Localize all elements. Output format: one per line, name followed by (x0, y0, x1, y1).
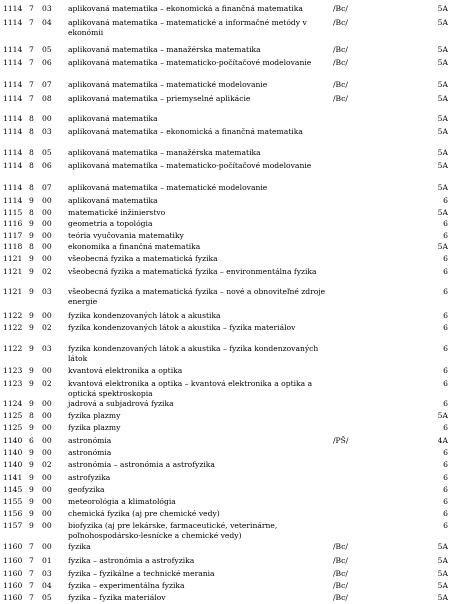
category-code: 6 (443, 460, 448, 469)
code-part-2: 9 (29, 473, 34, 482)
code-part-3: 00 (42, 208, 52, 217)
program-name: fyzika – fyzika materiálov (68, 593, 166, 602)
code-part-3: 03 (42, 344, 52, 353)
category-code: 5A (437, 581, 448, 590)
program-name: aplikovaná matematika – matematicko-počítačové modelovanie (68, 161, 312, 170)
category-code: 5A (437, 58, 448, 67)
program-name: aplikovaná matematika – matematické a informačné metódy v ekonómii (68, 18, 307, 37)
program-name: geofyzika (68, 485, 105, 494)
program-name: aplikovaná matematika – priemyselné aplikácie (68, 94, 251, 103)
code-part-3: 02 (42, 460, 52, 469)
code-part-2: 7 (29, 569, 34, 578)
program-name: fyzika – experimentálna fyzika (68, 581, 185, 590)
category-code: 6 (443, 497, 448, 506)
code-part-3: 00 (42, 196, 52, 205)
category-code: 6 (443, 521, 448, 530)
code-part-3: 02 (42, 379, 52, 388)
category-code: 5A (437, 183, 448, 192)
code-part-1: 1114 (3, 161, 23, 170)
program-name: fyzika kondenzovaných látok a akustika – fyzika materiálov (68, 323, 296, 332)
code-part-3: 07 (42, 183, 52, 192)
code-part-2: 9 (29, 311, 34, 320)
code-part-3: 00 (42, 114, 52, 123)
code-part-1: 1140 (3, 460, 23, 469)
code-part-2: 8 (29, 411, 34, 420)
degree-label: /Bc/ (333, 593, 348, 602)
program-name: astronómia (68, 436, 112, 445)
code-part-1: 1155 (3, 497, 23, 506)
code-part-3: 00 (42, 521, 52, 530)
code-part-1: 1160 (3, 569, 23, 578)
code-part-3: 00 (42, 399, 52, 408)
program-name: všeobecná fyzika a matematická fyzika – environmentálna fyzika (68, 267, 317, 276)
code-part-1: 1124 (3, 399, 23, 408)
degree-label: /Bc/ (333, 45, 348, 54)
category-code: 6 (443, 448, 448, 457)
code-part-1: 1114 (3, 80, 23, 89)
degree-label: /Bc/ (333, 18, 348, 27)
category-code: 6 (443, 267, 448, 276)
code-part-1: 1160 (3, 581, 23, 590)
code-part-2: 9 (29, 448, 34, 457)
code-part-2: 9 (29, 423, 34, 432)
code-part-2: 9 (29, 379, 34, 388)
degree-label: /PŠ/ (333, 436, 349, 445)
code-part-3: 00 (42, 423, 52, 432)
program-name: aplikovaná matematika – ekonomická a finančná matematika (68, 127, 303, 136)
code-part-1: 1122 (3, 323, 23, 332)
code-part-2: 9 (29, 287, 34, 296)
category-code: 5A (437, 18, 448, 27)
code-part-2: 9 (29, 485, 34, 494)
category-code: 5A (437, 4, 448, 13)
category-code: 6 (443, 473, 448, 482)
code-part-2: 7 (29, 45, 34, 54)
code-part-2: 9 (29, 196, 34, 205)
category-code: 5A (437, 542, 448, 551)
code-part-2: 7 (29, 593, 34, 602)
code-part-2: 9 (29, 254, 34, 263)
code-part-1: 1140 (3, 436, 23, 445)
program-name: všeobecná fyzika a matematická fyzika (68, 254, 218, 263)
program-name: aplikovaná matematika – matematické modelovanie (68, 183, 268, 192)
code-part-2: 8 (29, 242, 34, 251)
code-part-1: 1114 (3, 18, 23, 27)
code-part-1: 1114 (3, 114, 23, 123)
degree-label: /Bc/ (333, 4, 348, 13)
code-part-3: 01 (42, 556, 52, 565)
code-part-2: 9 (29, 509, 34, 518)
code-part-3: 07 (42, 80, 52, 89)
program-name: fyzika kondenzovaných látok a akustika – fyzika kondenzovaných látok (68, 344, 319, 363)
program-name: fyzika (68, 542, 91, 551)
code-part-1: 1114 (3, 183, 23, 192)
category-code: 6 (443, 509, 448, 518)
category-code: 5A (437, 569, 448, 578)
program-name: aplikovaná matematika (68, 114, 158, 123)
code-part-3: 00 (42, 411, 52, 420)
code-part-3: 08 (42, 94, 52, 103)
program-name: astronómia (68, 448, 112, 457)
program-name: aplikovaná matematika – manažérska matematika (68, 148, 261, 157)
code-part-3: 00 (42, 219, 52, 228)
category-code: 5A (437, 208, 448, 217)
code-part-3: 00 (42, 366, 52, 375)
code-part-2: 9 (29, 399, 34, 408)
code-part-2: 7 (29, 556, 34, 565)
code-part-3: 00 (42, 485, 52, 494)
code-part-1: 1117 (3, 231, 23, 240)
code-part-1: 1114 (3, 58, 23, 67)
category-code: 5A (437, 80, 448, 89)
code-part-1: 1125 (3, 423, 23, 432)
code-part-2: 7 (29, 80, 34, 89)
program-name: aplikovaná matematika (68, 196, 158, 205)
code-part-2: 9 (29, 344, 34, 353)
code-part-3: 00 (42, 242, 52, 251)
program-name: jadrová a subjadrová fyzika (68, 399, 174, 408)
code-part-3: 00 (42, 542, 52, 551)
code-part-2: 9 (29, 267, 34, 276)
category-code: 6 (443, 344, 448, 353)
code-part-1: 1114 (3, 4, 23, 13)
code-part-1: 1115 (3, 208, 23, 217)
code-part-3: 00 (42, 473, 52, 482)
code-part-1: 1160 (3, 542, 23, 551)
category-code: 5A (437, 45, 448, 54)
category-code: 6 (443, 231, 448, 240)
code-part-1: 1114 (3, 127, 23, 136)
code-part-2: 6 (29, 436, 34, 445)
program-name: ekonomika a finančná matematika (68, 242, 201, 251)
program-name: geometria a topológia (68, 219, 153, 228)
code-part-1: 1125 (3, 411, 23, 420)
code-part-1: 1123 (3, 366, 23, 375)
code-part-3: 00 (42, 231, 52, 240)
code-part-3: 03 (42, 127, 52, 136)
category-code: 5A (437, 411, 448, 420)
program-name: fyzika – astronómia a astrofyzika (68, 556, 195, 565)
code-part-2: 8 (29, 114, 34, 123)
code-part-1: 1140 (3, 448, 23, 457)
code-part-1: 1114 (3, 196, 23, 205)
code-part-1: 1157 (3, 521, 23, 530)
program-name: fyzika – fyzikálne a technické merania (68, 569, 215, 578)
category-code: 6 (443, 366, 448, 375)
code-part-2: 7 (29, 94, 34, 103)
program-name: aplikovaná matematika – manažérska matematika (68, 45, 261, 54)
code-part-3: 00 (42, 497, 52, 506)
code-part-2: 7 (29, 4, 34, 13)
code-part-1: 1122 (3, 311, 23, 320)
program-name: aplikovaná matematika – matematické modelovanie (68, 80, 268, 89)
code-part-3: 00 (42, 254, 52, 263)
code-part-2: 8 (29, 148, 34, 157)
category-code: 6 (443, 287, 448, 296)
category-code: 5A (437, 556, 448, 565)
code-part-3: 02 (42, 267, 52, 276)
code-part-1: 1116 (3, 219, 23, 228)
category-code: 6 (443, 323, 448, 332)
code-part-1: 1114 (3, 94, 23, 103)
code-part-2: 7 (29, 58, 34, 67)
category-code: 5A (437, 593, 448, 602)
code-part-3: 00 (42, 448, 52, 457)
program-name: chemická fyzika (aj pre chemické vedy) (68, 509, 220, 518)
category-code: 5A (437, 94, 448, 103)
code-part-2: 8 (29, 208, 34, 217)
code-part-3: 00 (42, 436, 52, 445)
code-part-2: 9 (29, 460, 34, 469)
program-name: fyzika plazmy (68, 411, 121, 420)
category-code: 6 (443, 485, 448, 494)
code-part-1: 1121 (3, 267, 23, 276)
category-code: 5A (437, 161, 448, 170)
code-part-3: 05 (42, 593, 52, 602)
code-part-3: 04 (42, 18, 52, 27)
code-part-2: 8 (29, 183, 34, 192)
category-code: 4A (437, 436, 448, 445)
code-part-1: 1141 (3, 473, 23, 482)
code-part-1: 1156 (3, 509, 23, 518)
code-part-2: 9 (29, 497, 34, 506)
program-name: aplikovaná matematika – matematicko-počítačové modelovanie (68, 58, 312, 67)
code-part-1: 1118 (3, 242, 23, 251)
code-part-1: 1123 (3, 379, 23, 388)
code-part-3: 00 (42, 311, 52, 320)
program-name: matematické inžinierstvo (68, 208, 166, 217)
degree-label: /Bc/ (333, 556, 348, 565)
degree-label: /Bc/ (333, 94, 348, 103)
code-part-2: 9 (29, 366, 34, 375)
program-name: astronómia – astronómia a astrofyzika (68, 460, 215, 469)
program-name: astrofyzika (68, 473, 111, 482)
code-part-3: 03 (42, 569, 52, 578)
program-name: aplikovaná matematika – ekonomická a finančná matematika (68, 4, 303, 13)
category-code: 5A (437, 148, 448, 157)
code-part-3: 00 (42, 509, 52, 518)
category-code: 6 (443, 254, 448, 263)
code-part-1: 1160 (3, 593, 23, 602)
code-part-2: 9 (29, 231, 34, 240)
category-code: 6 (443, 399, 448, 408)
code-part-2: 9 (29, 323, 34, 332)
degree-label: /Bc/ (333, 542, 348, 551)
code-part-1: 1114 (3, 148, 23, 157)
code-part-3: 05 (42, 45, 52, 54)
program-name: fyzika kondenzovaných látok a akustika (68, 311, 221, 320)
program-name: teória vyučovania matematiky (68, 231, 184, 240)
category-code: 5A (437, 127, 448, 136)
category-code: 5A (437, 242, 448, 251)
code-part-2: 9 (29, 219, 34, 228)
code-part-3: 06 (42, 58, 52, 67)
program-name: meteorológia a klimatológia (68, 497, 176, 506)
category-code: 6 (443, 196, 448, 205)
program-name: kvantová elektronika a optika – kvantová elektronika a optika a optická spektroskopia (68, 379, 313, 398)
category-code: 6 (443, 423, 448, 432)
program-name: všeobecná fyzika a matematická fyzika – nové a obnoviteľné zdroje energie (68, 287, 326, 306)
code-part-2: 7 (29, 542, 34, 551)
code-part-3: 03 (42, 287, 52, 296)
code-part-2: 9 (29, 521, 34, 530)
code-part-2: 8 (29, 161, 34, 170)
code-part-3: 02 (42, 323, 52, 332)
code-part-1: 1122 (3, 344, 23, 353)
degree-label: /Bc/ (333, 58, 348, 67)
program-name: fyzika plazmy (68, 423, 121, 432)
degree-label: /Bc/ (333, 581, 348, 590)
degree-label: /Bc/ (333, 569, 348, 578)
category-code: 6 (443, 379, 448, 388)
degree-label: /Bc/ (333, 80, 348, 89)
code-part-2: 7 (29, 18, 34, 27)
code-part-2: 8 (29, 127, 34, 136)
code-part-1: 1145 (3, 485, 23, 494)
code-part-3: 06 (42, 161, 52, 170)
program-name: kvantová elektronika a optika (68, 366, 183, 375)
code-part-3: 03 (42, 4, 52, 13)
code-part-1: 1114 (3, 45, 23, 54)
category-code: 6 (443, 311, 448, 320)
code-part-1: 1160 (3, 556, 23, 565)
category-code: 5A (437, 114, 448, 123)
program-name: biofyzika (aj pre lekárske, farmaceutické, veterinárne, poľnohospodársko-lesnícke a chemické vedy) (68, 521, 278, 540)
category-code: 6 (443, 219, 448, 228)
code-part-1: 1121 (3, 254, 23, 263)
code-part-3: 04 (42, 581, 52, 590)
code-part-2: 7 (29, 581, 34, 590)
code-part-3: 05 (42, 148, 52, 157)
code-part-1: 1121 (3, 287, 23, 296)
